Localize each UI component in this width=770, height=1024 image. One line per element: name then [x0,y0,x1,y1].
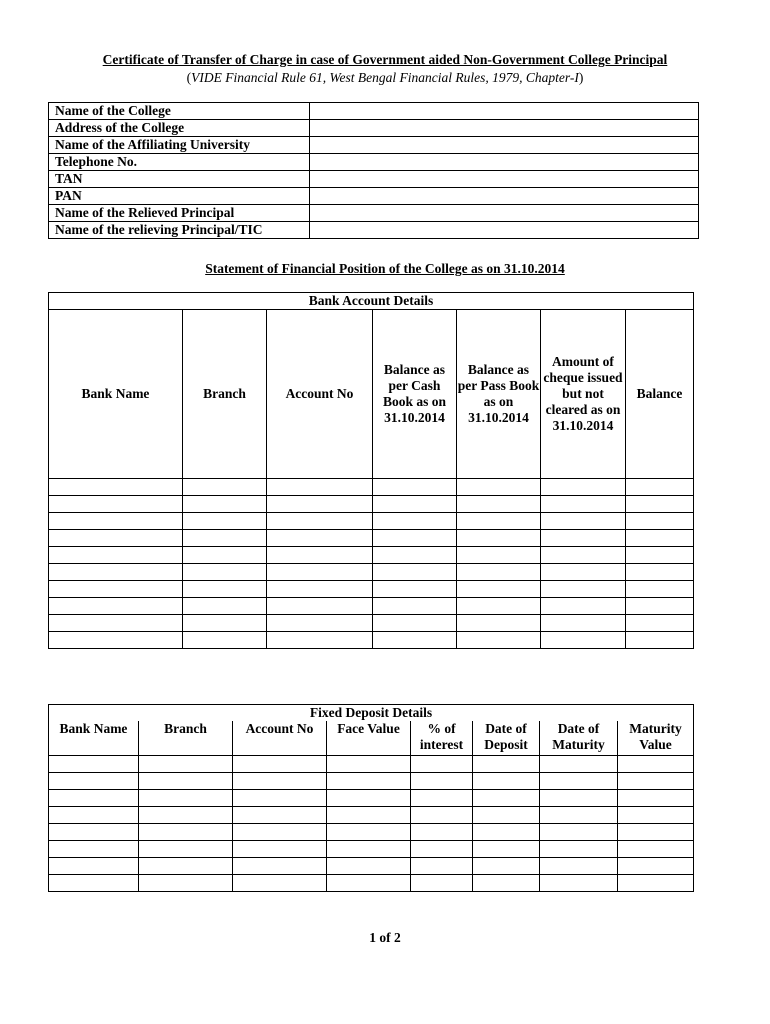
table-cell[interactable] [411,824,473,841]
info-value-cell[interactable] [310,103,699,120]
table-cell[interactable] [541,598,626,615]
table-cell[interactable] [49,632,183,649]
table-cell[interactable] [457,479,541,496]
table-cell[interactable] [541,530,626,547]
table-cell[interactable] [541,632,626,649]
table-cell[interactable] [267,547,373,564]
fd-table-caption: Fixed Deposit Details [49,705,694,722]
table-cell[interactable] [373,479,457,496]
table-cell[interactable] [183,598,267,615]
table-cell[interactable] [618,773,694,790]
table-cell[interactable] [267,496,373,513]
table-cell[interactable] [183,547,267,564]
table-cell[interactable] [49,875,139,892]
column-header: Balance as per Cash Book as on 31.10.2014 [373,310,457,479]
table-cell[interactable] [327,756,411,773]
table-cell[interactable] [139,807,233,824]
table-cell[interactable] [411,773,473,790]
table-cell[interactable] [373,496,457,513]
table-row [49,530,694,547]
table-cell[interactable] [626,615,694,632]
table-cell[interactable] [233,756,327,773]
column-header: Account No [233,721,327,756]
table-cell[interactable] [183,513,267,530]
table-row [49,188,699,205]
table-cell[interactable] [626,547,694,564]
table-cell[interactable] [139,756,233,773]
fixed-deposit-table [48,704,694,892]
info-value-cell[interactable] [310,154,699,171]
table-cell[interactable] [49,756,139,773]
table-cell[interactable] [473,841,540,858]
statement-title: Statement of Financial Position of the College as on 31.10.2014 [205,261,565,276]
table-cell[interactable] [267,598,373,615]
table-cell[interactable] [626,479,694,496]
table-row [49,205,699,222]
info-value-cell[interactable] [310,171,699,188]
table-cell[interactable] [473,773,540,790]
table-cell[interactable] [49,513,183,530]
table-cell[interactable] [49,824,139,841]
column-header: Account No [267,310,373,479]
table-cell[interactable] [540,756,618,773]
table-cell[interactable] [233,790,327,807]
table-row [49,496,694,513]
table-cell[interactable] [541,496,626,513]
table-cell[interactable] [49,479,183,496]
info-label: Address of the College [49,120,310,137]
table-cell[interactable] [49,547,183,564]
column-header: Amount of cheque issued but not cleared as on 31.10.2014 [541,310,626,479]
table-cell[interactable] [618,756,694,773]
table-cell[interactable] [373,581,457,598]
info-label: Name of the College [49,103,310,120]
info-label: TAN [49,171,310,188]
table-cell[interactable] [373,564,457,581]
table-cell[interactable] [626,564,694,581]
table-cell[interactable] [233,858,327,875]
table-row [49,222,699,239]
table-cell[interactable] [183,632,267,649]
table-cell[interactable] [267,615,373,632]
column-header: Date of Maturity [540,721,618,756]
table-row [49,841,694,858]
table-cell[interactable] [541,547,626,564]
table-cell[interactable] [327,875,411,892]
table-cell[interactable] [541,513,626,530]
table-cell[interactable] [49,615,183,632]
column-header: Balance as per Pass Book as on 31.10.2014 [457,310,541,479]
document-subtitle [0,70,770,86]
table-cell[interactable] [473,807,540,824]
table-cell[interactable] [457,632,541,649]
info-value-cell[interactable] [310,120,699,137]
table-row [49,790,694,807]
table-cell[interactable] [49,598,183,615]
table-cell[interactable] [618,824,694,841]
table-cell[interactable] [327,841,411,858]
table-cell[interactable] [267,479,373,496]
table-row [49,756,694,773]
bank-table-body [49,479,694,649]
table-cell[interactable] [267,581,373,598]
table-cell[interactable] [457,513,541,530]
table-row [49,479,694,496]
column-header: Face Value [327,721,411,756]
table-cell[interactable] [373,598,457,615]
table-cell[interactable] [267,530,373,547]
college-info-table [48,102,699,239]
table-cell[interactable] [541,581,626,598]
table-cell[interactable] [233,841,327,858]
table-cell[interactable] [233,807,327,824]
table-cell[interactable] [411,858,473,875]
table-cell[interactable] [233,773,327,790]
table-cell[interactable] [618,841,694,858]
table-cell[interactable] [626,530,694,547]
table-cell[interactable] [327,790,411,807]
table-cell[interactable] [411,807,473,824]
column-header: Date of Deposit [473,721,540,756]
info-label: Name of the relieving Principal/TIC [49,222,310,239]
table-cell[interactable] [373,513,457,530]
table-cell[interactable] [49,496,183,513]
table-cell[interactable] [540,773,618,790]
table-cell[interactable] [267,632,373,649]
table-row [49,120,699,137]
table-cell[interactable] [457,564,541,581]
table-cell[interactable] [473,824,540,841]
table-row [49,773,694,790]
info-label: Telephone No. [49,154,310,171]
table-cell[interactable] [540,790,618,807]
table-cell[interactable] [327,858,411,875]
table-cell[interactable] [473,790,540,807]
table-cell[interactable] [457,496,541,513]
table-cell[interactable] [373,615,457,632]
info-label: Name of the Relieved Principal [49,205,310,222]
table-cell[interactable] [618,858,694,875]
table-cell[interactable] [541,479,626,496]
table-cell[interactable] [540,841,618,858]
column-header: % of interest [411,721,473,756]
table-cell[interactable] [49,790,139,807]
table-cell[interactable] [540,824,618,841]
table-cell[interactable] [618,790,694,807]
table-cell[interactable] [183,530,267,547]
table-cell[interactable] [626,513,694,530]
table-cell[interactable] [183,615,267,632]
table-row [49,824,694,841]
table-cell[interactable] [183,581,267,598]
table-cell[interactable] [473,756,540,773]
table-cell[interactable] [139,875,233,892]
column-header: Balance [626,310,694,479]
table-cell[interactable] [457,547,541,564]
table-cell[interactable] [183,496,267,513]
table-cell[interactable] [373,530,457,547]
table-cell[interactable] [457,598,541,615]
column-header: Branch [183,310,267,479]
table-cell[interactable] [540,858,618,875]
table-row [49,564,694,581]
table-cell[interactable] [139,773,233,790]
table-row [49,632,694,649]
table-cell[interactable] [411,756,473,773]
table-cell[interactable] [618,807,694,824]
table-cell[interactable] [411,875,473,892]
document-title: Certificate of Transfer of Charge in case of Government aided Non-Government College Principal [102,52,668,67]
table-cell[interactable] [327,807,411,824]
table-cell[interactable] [49,564,183,581]
bank-account-table [48,292,694,649]
column-header: Maturity Value [618,721,694,756]
fd-table-body [49,756,694,892]
table-cell[interactable] [540,875,618,892]
table-row [49,807,694,824]
table-cell[interactable] [626,598,694,615]
table-cell[interactable] [618,875,694,892]
info-label: PAN [49,188,310,205]
column-header: Bank Name [49,721,139,756]
table-cell[interactable] [626,581,694,598]
table-row [49,103,699,120]
table-row [49,171,699,188]
table-row [49,137,699,154]
table-cell[interactable] [267,564,373,581]
table-cell[interactable] [473,858,540,875]
table-cell[interactable] [373,632,457,649]
info-label: Name of the Affiliating University [49,137,310,154]
table-cell[interactable] [49,807,139,824]
table-cell[interactable] [473,875,540,892]
table-cell[interactable] [626,632,694,649]
table-cell[interactable] [49,841,139,858]
table-row [49,581,694,598]
table-cell[interactable] [626,496,694,513]
table-row [49,154,699,171]
table-cell[interactable] [139,790,233,807]
table-cell[interactable] [411,841,473,858]
table-row [49,598,694,615]
subtitle-open-paren: ( [186,70,192,85]
info-value-cell[interactable] [310,188,699,205]
table-cell[interactable] [457,530,541,547]
table-cell[interactable] [183,564,267,581]
subtitle-close-paren: ) [578,70,584,85]
table-cell[interactable] [411,790,473,807]
table-cell[interactable] [457,581,541,598]
page-number: 1 of 2 [369,930,401,945]
subtitle-rule-reference: VIDE Financial Rule 61, West Bengal Financial Rules, 1979, Chapter-I [191,70,579,85]
table-cell[interactable] [373,547,457,564]
table-cell[interactable] [139,824,233,841]
table-row [49,615,694,632]
table-cell[interactable] [49,858,139,875]
table-row [49,858,694,875]
bank-table-caption: Bank Account Details [49,293,694,310]
table-cell[interactable] [327,773,411,790]
info-value-cell[interactable] [310,222,699,239]
table-cell[interactable] [541,615,626,632]
table-cell[interactable] [49,530,183,547]
info-value-cell[interactable] [310,137,699,154]
table-cell[interactable] [183,479,267,496]
table-cell[interactable] [541,564,626,581]
info-value-cell[interactable] [310,205,699,222]
table-cell[interactable] [49,773,139,790]
table-cell[interactable] [267,513,373,530]
table-cell[interactable] [233,875,327,892]
column-header: Branch [139,721,233,756]
table-cell[interactable] [139,858,233,875]
table-cell[interactable] [540,807,618,824]
table-row [49,547,694,564]
table-row [49,875,694,892]
table-cell[interactable] [233,824,327,841]
column-header: Bank Name [49,310,183,479]
table-cell[interactable] [457,615,541,632]
table-cell[interactable] [49,581,183,598]
table-cell[interactable] [327,824,411,841]
table-row [49,513,694,530]
table-cell[interactable] [139,841,233,858]
